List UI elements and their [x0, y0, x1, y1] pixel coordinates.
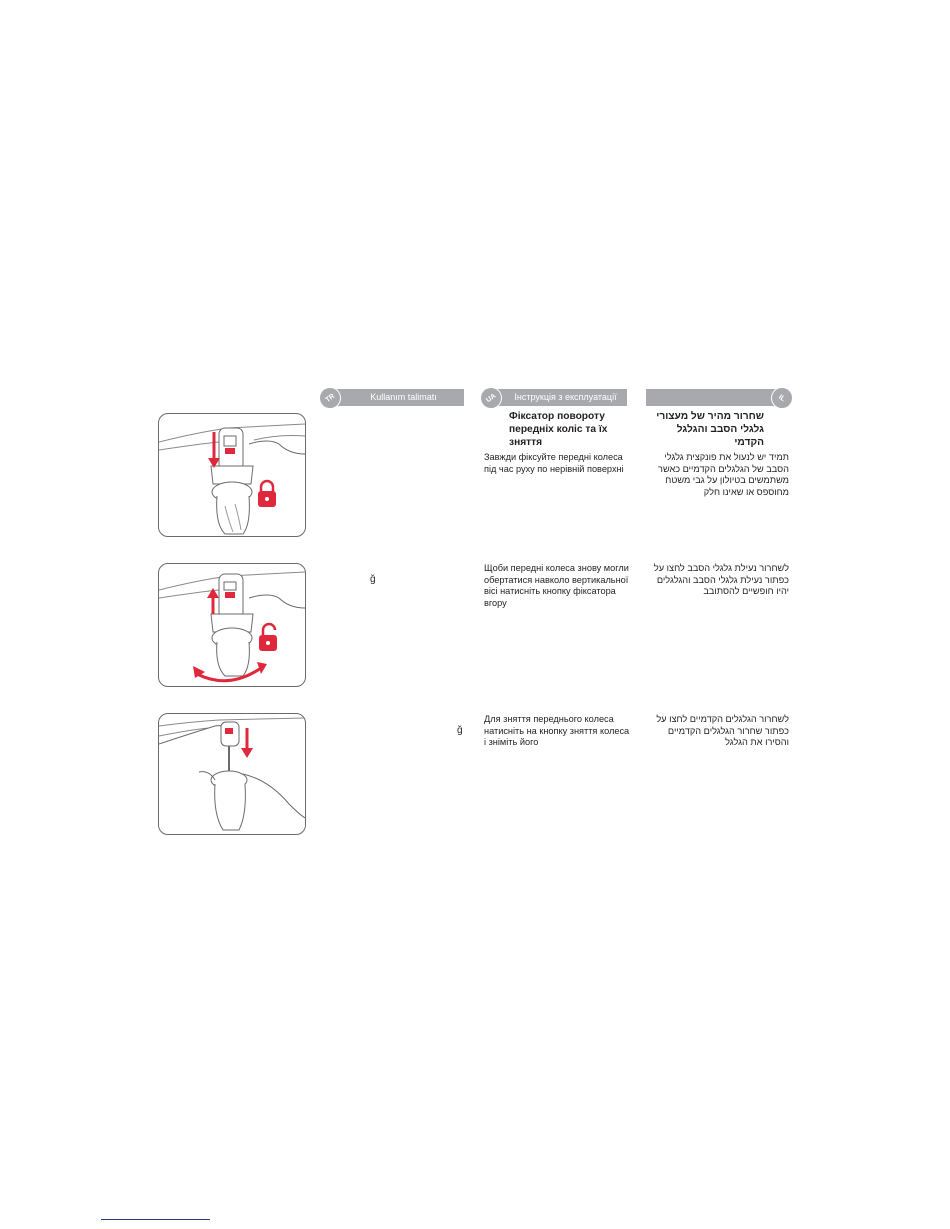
tr-step2-glyph: ğ — [370, 574, 376, 585]
language-tag-ua: UA — [476, 383, 507, 414]
language-tag-tr: TR — [315, 383, 346, 414]
il-step3-text: לשחרור הגלגלים הקדמיים לחצו על כפתור שחרור הגלגלים הקדמיים והסירו את הגלגל — [656, 714, 789, 748]
ua-step3-text: Для зняття переднього колеса натисніть на кнопку зняття колеса і зніміть його — [484, 714, 630, 748]
header-il — [646, 389, 789, 406]
figure-unlock-swivel — [158, 563, 306, 687]
ua-step2-text: Щоби передні колеса знову могли обертатися навколо вертикальної віcі натисніть кнопку фіксатора вгору — [484, 563, 629, 608]
figure-remove-wheel — [158, 713, 306, 835]
header-tr — [323, 389, 464, 406]
tr-step3-glyph: ğ — [457, 725, 463, 736]
lock-closed-icon — [258, 481, 276, 507]
figure-unlock-swivel-illustration — [159, 564, 305, 686]
lock-open-icon — [259, 624, 277, 651]
header-ua — [484, 389, 627, 406]
il-step1-text: תמיד יש לנעול את פונקצית גלגלי הסבב של הגלגלים הקדמיים כאשר משתמשים בטיולון על גבי משטח מחוספס או שאינו חלק — [658, 452, 789, 497]
ua-step1-text: Завжди фіксуйте передні колеса під час руху по нерівній поверхні — [484, 452, 624, 474]
figure-lock-swivel-illustration — [159, 414, 305, 536]
header-label-tr: Kullanım talimatı — [370, 392, 437, 402]
figure-remove-wheel-illustration — [159, 714, 305, 834]
il-step2-text: לשחרור נעילת גלגלי הסבב לחצו על כפתור נעילת גלגלי הסבב והגלגלים יהיו חופשיים להסתובב — [653, 563, 789, 597]
figure-lock-swivel — [158, 413, 306, 537]
language-tag-il: IL — [767, 383, 798, 414]
ua-title: Фіксатор повороту передніх коліс та їх зняття — [509, 411, 608, 448]
il-title: שחרור מהיר של מעצורי גלגלי הסבב והגלגל הקדמי — [656, 411, 764, 448]
footer-divider — [101, 1219, 210, 1220]
header-label-ua: Інструкція з експлуатації — [514, 392, 617, 402]
